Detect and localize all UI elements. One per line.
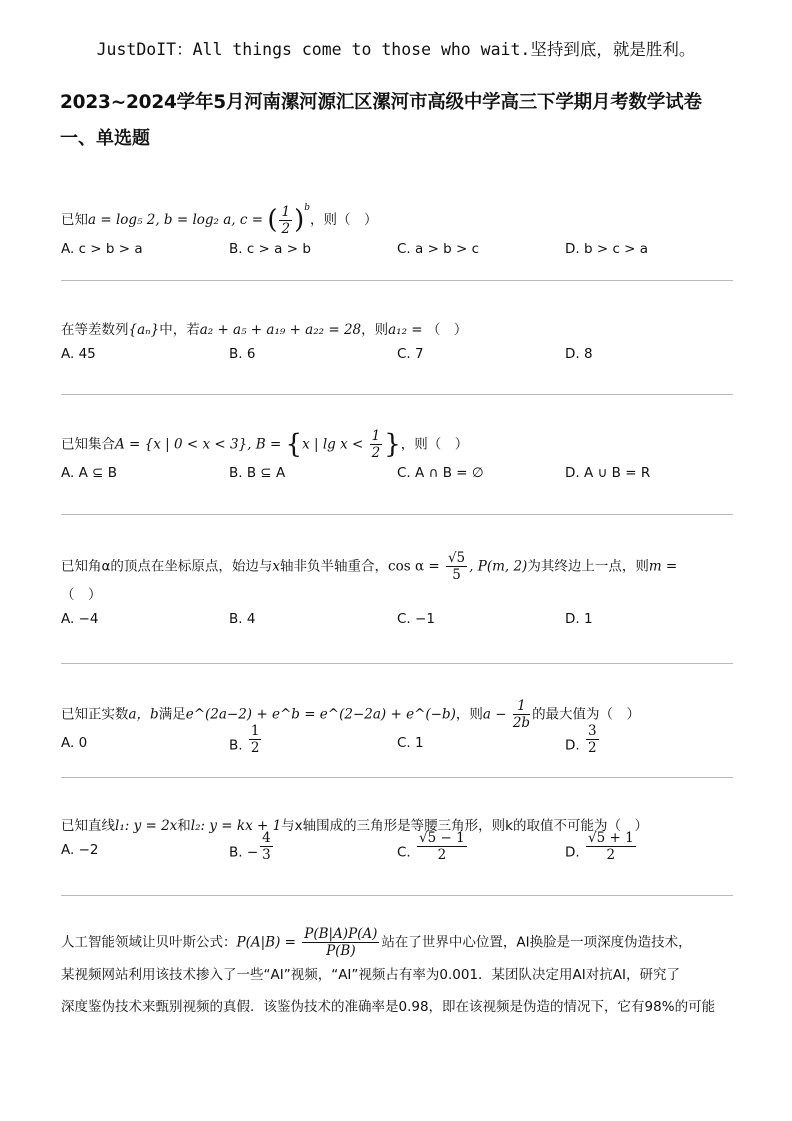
question-6-options (61, 830, 741, 872)
q3-fraction: $\frac{1}{2}$ (371, 428, 381, 461)
q5-option-a[interactable]: A. 0 (61, 735, 88, 751)
question-1 (61, 196, 741, 271)
q4-option-c[interactable]: C. −1 (397, 611, 435, 627)
q1-fraction: $\frac{1}{2}$ (281, 203, 291, 237)
question-7-line-1: 人工智能领域让贝叶斯公式：P(A|B) = $\frac{P(B|A)P(A)}{P(B)}$ 站在了世界中心位置，AI换脸是一项深度伪造技术， (61, 926, 692, 959)
divider (61, 895, 733, 896)
question-4: 已知角α的顶点在坐标原点，始边与x轴非负半轴重合，cos α = $\frac{√5}{5}$ , P(m, 2)为其终边上一点，则m = （ ） A. −4 B. 4 C. −1 D. 1 (61, 550, 741, 641)
motto-cn: 坚持到底，就是胜利。 (530, 40, 696, 59)
question-3-stem: 已知集合A = {x | 0 < x < 3}, B = {x | lg x < $\frac{1}{2}$ }，则（ ） (61, 428, 469, 461)
q4-option-b[interactable]: B. 4 (229, 611, 256, 627)
question-6-stem: 已知直线l₁: y = 2x和l₂: y = kx + 1与x轴围成的三角形是等腰三角形，则k的取值不可能为（ ） (61, 818, 648, 834)
q1-option-c[interactable]: C. a > b > c (397, 240, 480, 257)
question-5 (61, 698, 741, 765)
q2-option-c[interactable]: C. 7 (397, 346, 424, 362)
divider (61, 280, 733, 281)
question-2-options (61, 346, 741, 376)
q6-option-d[interactable]: D. $\frac{√5 + 1}{2}$ (565, 830, 634, 863)
q1-option-a[interactable]: A. c > b > a (61, 240, 143, 257)
question-4-options (61, 611, 741, 641)
divider (61, 394, 733, 395)
motto-en: JustDoIT：All things come to those who wait. (96, 40, 531, 59)
question-2-stem: 在等差数列{aₙ}中，若a₂ + a₅ + a₁₉ + a₂₂ = 28，则a₁₂ = （ ） (61, 322, 468, 338)
question-3 (61, 428, 741, 495)
question-1-options (61, 241, 741, 271)
q3-option-a[interactable]: A. A ⊆ B (61, 465, 117, 481)
q3-option-d[interactable]: D. A ∪ B = R (565, 465, 651, 481)
q4-option-d[interactable]: D. 1 (565, 611, 593, 627)
q4-option-a[interactable]: A. −4 (61, 611, 99, 627)
question-4-stem: 已知角α的顶点在坐标原点，始边与x轴非负半轴重合，cos α = $\frac{√5}{5}$ , P(m, 2)为其终边上一点，则m = (61, 550, 678, 583)
q3-option-b[interactable]: B. B ⊆ A (229, 465, 286, 481)
question-2 (61, 318, 741, 376)
q5-option-d[interactable]: D. $\frac{3}{2}$ (565, 723, 597, 756)
question-7-line-2: 某视频网站利用该技术掺入了一些“AI”视频，“AI”视频占有率为0.001．某团队决定用AI对抗AI，研究了 (61, 967, 680, 983)
exam-title: 2023~2024学年5月河南漯河源汇区漯河市高级中学高三下学期月考数学试卷 (60, 92, 702, 113)
q3-option-c[interactable]: C. A ∩ B = ∅ (397, 465, 484, 481)
q6-option-a[interactable]: A. −2 (61, 842, 99, 858)
question-3-options (61, 465, 741, 495)
q2-option-b[interactable]: B. 6 (229, 346, 256, 362)
q5-fraction: $\frac{1}{2b}$ (512, 698, 531, 731)
q5-option-b[interactable]: B. $\frac{1}{2}$ (229, 723, 260, 756)
q6-option-c[interactable]: C. $\frac{√5 - 1}{2}$ (397, 830, 465, 863)
q5-option-c[interactable]: C. 1 (397, 735, 424, 751)
question-6 (61, 814, 741, 872)
divider (61, 663, 733, 664)
q6-option-b[interactable]: B. − $\frac{4}{3}$ (229, 830, 271, 863)
q2-option-d[interactable]: D. 8 (565, 346, 593, 362)
q7-fraction: $\frac{P(B|A)P(A)}{P(B)}$ (304, 926, 378, 959)
motto (0, 36, 792, 60)
question-7-line-3: 深度鉴伪技术来甄别视频的真假．该鉴伪技术的准确率是0.98，即在该视频是伪造的情况下，它有98%的可能 (61, 999, 716, 1015)
question-5-stem: 已知正实数a，b满足e^(2a−2) + e^b = e^(2−2a) + e^(−b)，则a − $\frac{1}{2b}$ 的最大值为（ ） (61, 698, 641, 731)
q4-fraction: $\frac{√5}{5}$ (447, 550, 466, 583)
q2-option-a[interactable]: A. 45 (61, 346, 96, 362)
question-7 (61, 926, 733, 1023)
q1-option-b[interactable]: B. c > a > b (229, 240, 311, 257)
divider (61, 777, 733, 778)
q1-option-d[interactable]: D. b > c > a (565, 240, 649, 257)
section-heading: 一、单选题 (60, 128, 150, 149)
divider (61, 514, 733, 515)
question-1-stem: 已知a = log₅ 2, b = log₂ a, c = ( $\frac{1}{2}$ )$^b$，则（ ） (61, 203, 378, 237)
question-5-options (61, 723, 741, 765)
